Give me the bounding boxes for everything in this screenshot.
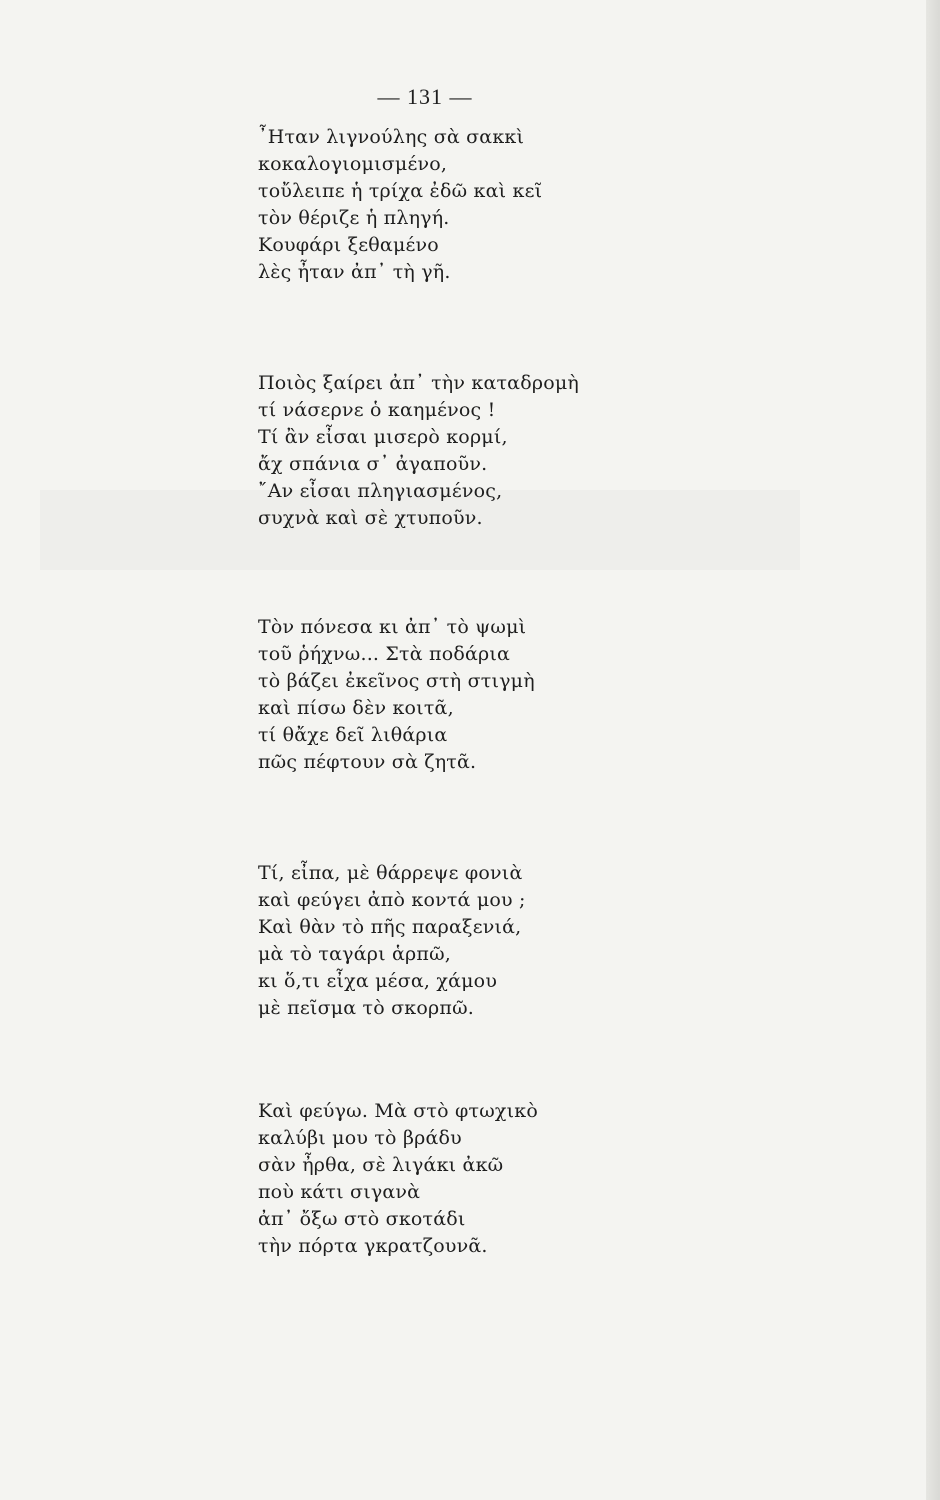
verse-line: καὶ πίσω δὲν κοιτᾶ,: [258, 697, 454, 719]
verse-line: λὲς ἦταν ἀπ᾿ τὴ γῆ.: [258, 261, 451, 283]
stanza-5: [258, 1098, 538, 1260]
verse-line: Καὶ φεύγω. Μὰ στὸ φτωχικὸ: [258, 1100, 539, 1122]
verse-line: καλύβι μου τὸ βράδυ: [258, 1127, 462, 1149]
stanza-2: [258, 370, 579, 532]
verse-line: τὸν θέριζε ἡ πληγή.: [258, 207, 450, 229]
verse-line: ῎Αν εἶσαι πληγιασμένος,: [258, 480, 503, 502]
verse-line: τί νάσερνε ὁ καημένος !: [258, 399, 496, 421]
verse-line: τοῦ ῥήχνω... Στὰ ποδάρια: [258, 643, 511, 665]
verse-line: Τὸν πόνεσα κι ἀπ᾿ τὸ ψωμὶ: [258, 616, 527, 638]
verse-line: Τί ἂν εἶσαι μισερὸ κορμί,: [258, 426, 508, 448]
stanza-3: [258, 614, 535, 776]
verse-line: Τί, εἶπα, μὲ θάρρεψε φονιὰ: [258, 862, 523, 884]
verse-line: ἀπ᾿ ὄξω στὸ σκοτάδι: [258, 1208, 466, 1230]
verse-line: συχνὰ καὶ σὲ χτυποῦν.: [258, 507, 483, 529]
verse-line: μὰ τὸ ταγάρι ἁρπῶ,: [258, 943, 452, 965]
stanza-1: [258, 124, 542, 286]
verse-line: τί θἄχε δεῖ λιθάρια: [258, 724, 448, 746]
verse-line: τὸ βάζει ἐκεῖνος στὴ στιγμὴ: [258, 670, 535, 692]
verse-line: ἄχ σπάνια σ᾿ ἀγαποῦν.: [258, 453, 488, 475]
verse-line: Καὶ θὰν τὸ πῆς παραξενιά,: [258, 916, 522, 938]
stanza-4: [258, 860, 526, 1022]
verse-line: κι ὅ,τι εἶχα μέσα, χάμου: [258, 970, 498, 992]
page-edge-shadow: [926, 0, 940, 1500]
verse-line: τοὔλειπε ἡ τρίχα ἐδῶ καὶ κεῖ: [258, 180, 543, 202]
verse-line: Ποιὸς ξαίρει ἀπ᾿ τὴν καταδρομὴ: [258, 372, 579, 394]
verse-line: σὰν ἦρθα, σὲ λιγάκι ἀκῶ: [258, 1154, 504, 1176]
page-number: — 131 —: [377, 84, 473, 109]
verse-line: πῶς πέφτουν σὰ ζητᾶ.: [258, 751, 477, 773]
verse-line: μὲ πεῖσμα τὸ σκορπῶ.: [258, 997, 475, 1019]
verse-line: ποὺ κάτι σιγανὰ: [258, 1181, 421, 1203]
verse-line: ῏Ηταν λιγνούλης σὰ σακκὶ: [258, 126, 525, 148]
verse-line: κοκαλογιομισμένο,: [258, 153, 448, 175]
verse-line: τὴν πόρτα γκρατζουνᾶ.: [258, 1235, 488, 1257]
verse-line: Κουφάρι ξεθαμένο: [258, 234, 439, 256]
verse-line: καὶ φεύγει ἀπὸ κοντά μου ;: [258, 889, 526, 911]
